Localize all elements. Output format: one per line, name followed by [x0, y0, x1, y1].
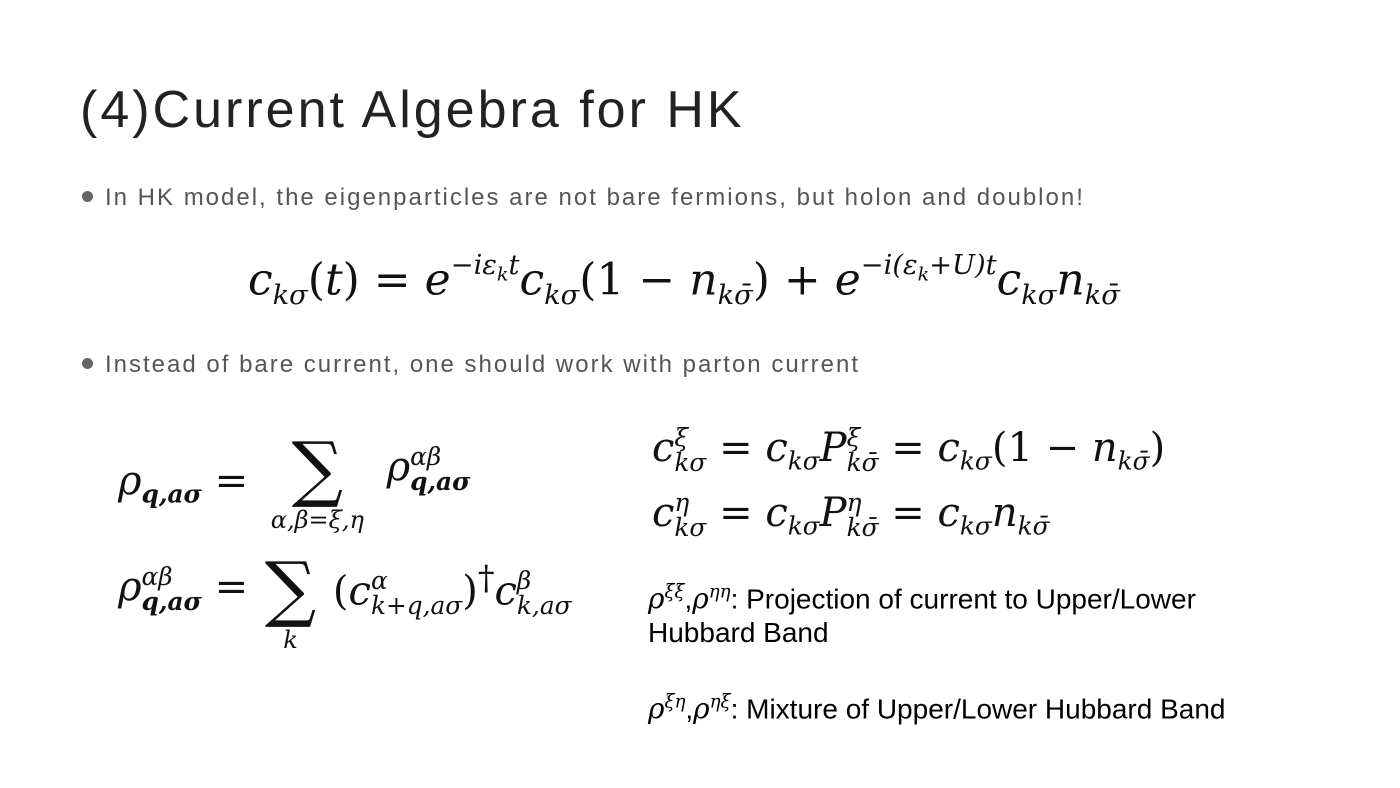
bullet-text: Instead of bare current, one should work with parton current [105, 351, 861, 378]
bullet-text: In HK model, the eigenparticles are not bare fermions, but holon and doublon! [105, 184, 1085, 211]
note-text: : Mixture of Upper/Lower Hubbard Band [730, 693, 1226, 725]
equation-rho-def: ρ αβ q,aσ = ∑ k (c α k+q,aσ )†c β k,aσ [118, 546, 572, 654]
equation-rho-sum: $\rho_{q,a\sigma}$ = ∑ α,β=ξ,η ρ αβ q,aσ [118, 426, 471, 534]
bullet-dot [82, 358, 93, 369]
slide-title: (4)Current Algebra for HK [80, 81, 745, 139]
equation-time-evolution: $c_{k\sigma}(t) = e^{-i\varepsilon_kt}c_{k\sigma}(1 - n_{k\sigmā}) + e^{-i(\varepsilon_k+U)t}c_{k\sigma}n_{k\sigmā}$ [248, 250, 1120, 311]
note-projection: $\rho^{\xi\xi},\rho^{\eta\eta}$: Projection of current to Upper/Lower Hubbard Band [648, 582, 1196, 649]
equation-c-xi: c ξ kσ = $c_{k\sigma}P$ ξ kσ̄ = $c_{k\sigma}(1 - n_{k\sigmā})$ [652, 423, 1166, 477]
note-text: : Projection of current to Upper/Lower Hubbard Band [648, 583, 1196, 649]
note-mixture: $\rho^{\xi\eta},\rho^{\eta\xi}$: Mixture of Upper/Lower Hubbard Band [648, 692, 1226, 726]
bullet-eigenparticles [82, 184, 1085, 212]
bullet-parton-current [82, 351, 860, 379]
equation-c-eta: c η kσ = $c_{k\sigma}P$ η kσ̄ = $c_{k\sigma}n_{k\sigmā}$ [652, 488, 1050, 542]
bullet-dot [82, 191, 93, 202]
